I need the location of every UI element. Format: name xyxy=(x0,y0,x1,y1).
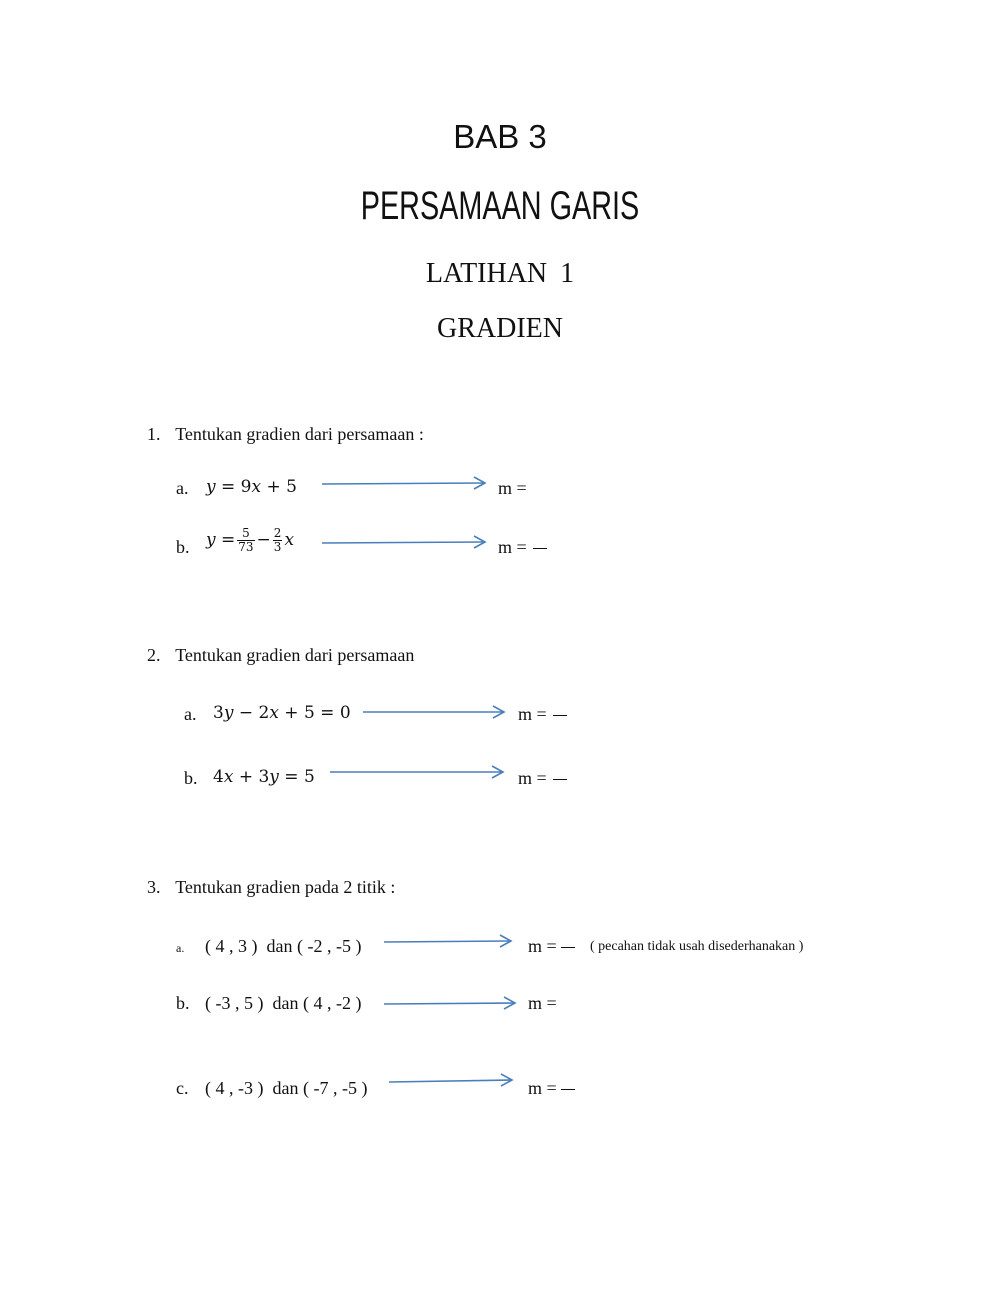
item-label: b. xyxy=(176,537,190,557)
question-prompt: Tentukan gradien dari persamaan : xyxy=(175,424,424,444)
equation-2b: 4x + 3y = 5 xyxy=(213,767,315,787)
question-prompt: Tentukan gradien pada 2 titik : xyxy=(175,877,396,897)
equation-1a: y = 9x + 5 xyxy=(206,477,297,497)
fraction-bar xyxy=(553,715,567,716)
answer-label: m = xyxy=(528,936,557,956)
answer-field[interactable] xyxy=(518,768,567,789)
answer-field[interactable] xyxy=(518,704,567,725)
fraction-numerator: 2 xyxy=(273,526,282,540)
points-3b: ( -3 , 5 ) dan ( 4 , -2 ) xyxy=(205,993,362,1013)
arrow-icon xyxy=(322,535,490,551)
exercise-heading: LATIHAN 1 xyxy=(425,258,575,289)
item-label: a. xyxy=(176,478,189,498)
item-label: c. xyxy=(176,1078,189,1098)
answer-field[interactable] xyxy=(528,1078,575,1099)
answer-field[interactable]: m = xyxy=(528,993,557,1013)
item-label: a. xyxy=(184,704,197,724)
topic-heading: GRADIEN xyxy=(437,313,563,344)
equation-2a: 3y − 2x + 5 = 0 xyxy=(213,703,351,723)
fraction-bar xyxy=(533,548,547,549)
arrow-icon xyxy=(330,764,508,780)
fraction-bar xyxy=(553,779,567,780)
question-number: 2. xyxy=(147,645,161,665)
answer-label: m = xyxy=(498,537,527,557)
question-number: 1. xyxy=(147,424,161,444)
question-number: 3. xyxy=(147,877,161,897)
arrow-icon xyxy=(322,476,490,492)
question-3 xyxy=(147,877,395,898)
answer-label: m = xyxy=(518,768,547,788)
arrow-icon xyxy=(384,995,519,1011)
question-2 xyxy=(147,645,414,666)
question-prompt: Tentukan gradien dari persamaan xyxy=(175,645,415,665)
item-label: b. xyxy=(176,993,190,1013)
answer-field[interactable]: m = xyxy=(498,478,527,498)
answer-field[interactable] xyxy=(498,537,547,558)
hint-note: ( pecahan tidak usah disederhanakan ) xyxy=(590,939,804,954)
chapter-heading: BAB 3 xyxy=(453,118,547,155)
equation-1b: y = $\frac{5}{73}$ − $\frac{2}{3}$ x xyxy=(206,526,295,554)
arrow-icon xyxy=(363,704,508,720)
fraction-denominator: 73 xyxy=(238,540,254,554)
fraction-bar xyxy=(561,1089,575,1090)
fraction-numerator: 5 xyxy=(237,527,254,541)
question-1 xyxy=(147,424,424,445)
fraction-bar xyxy=(561,947,575,948)
item-label: b. xyxy=(184,768,198,788)
arrow-icon xyxy=(389,1073,516,1089)
fraction-denominator: 3 xyxy=(273,540,282,554)
page-title: PERSAMAAN GARIS xyxy=(360,184,640,228)
arrow-icon xyxy=(384,934,516,950)
answer-field[interactable] xyxy=(528,936,575,957)
points-3c: ( 4 , -3 ) dan ( -7 , -5 ) xyxy=(205,1078,368,1098)
item-label: a. xyxy=(176,941,185,955)
answer-label: m = xyxy=(528,1078,557,1098)
points-3a: ( 4 , 3 ) dan ( -2 , -5 ) xyxy=(205,936,362,956)
answer-label: m = xyxy=(518,704,547,724)
